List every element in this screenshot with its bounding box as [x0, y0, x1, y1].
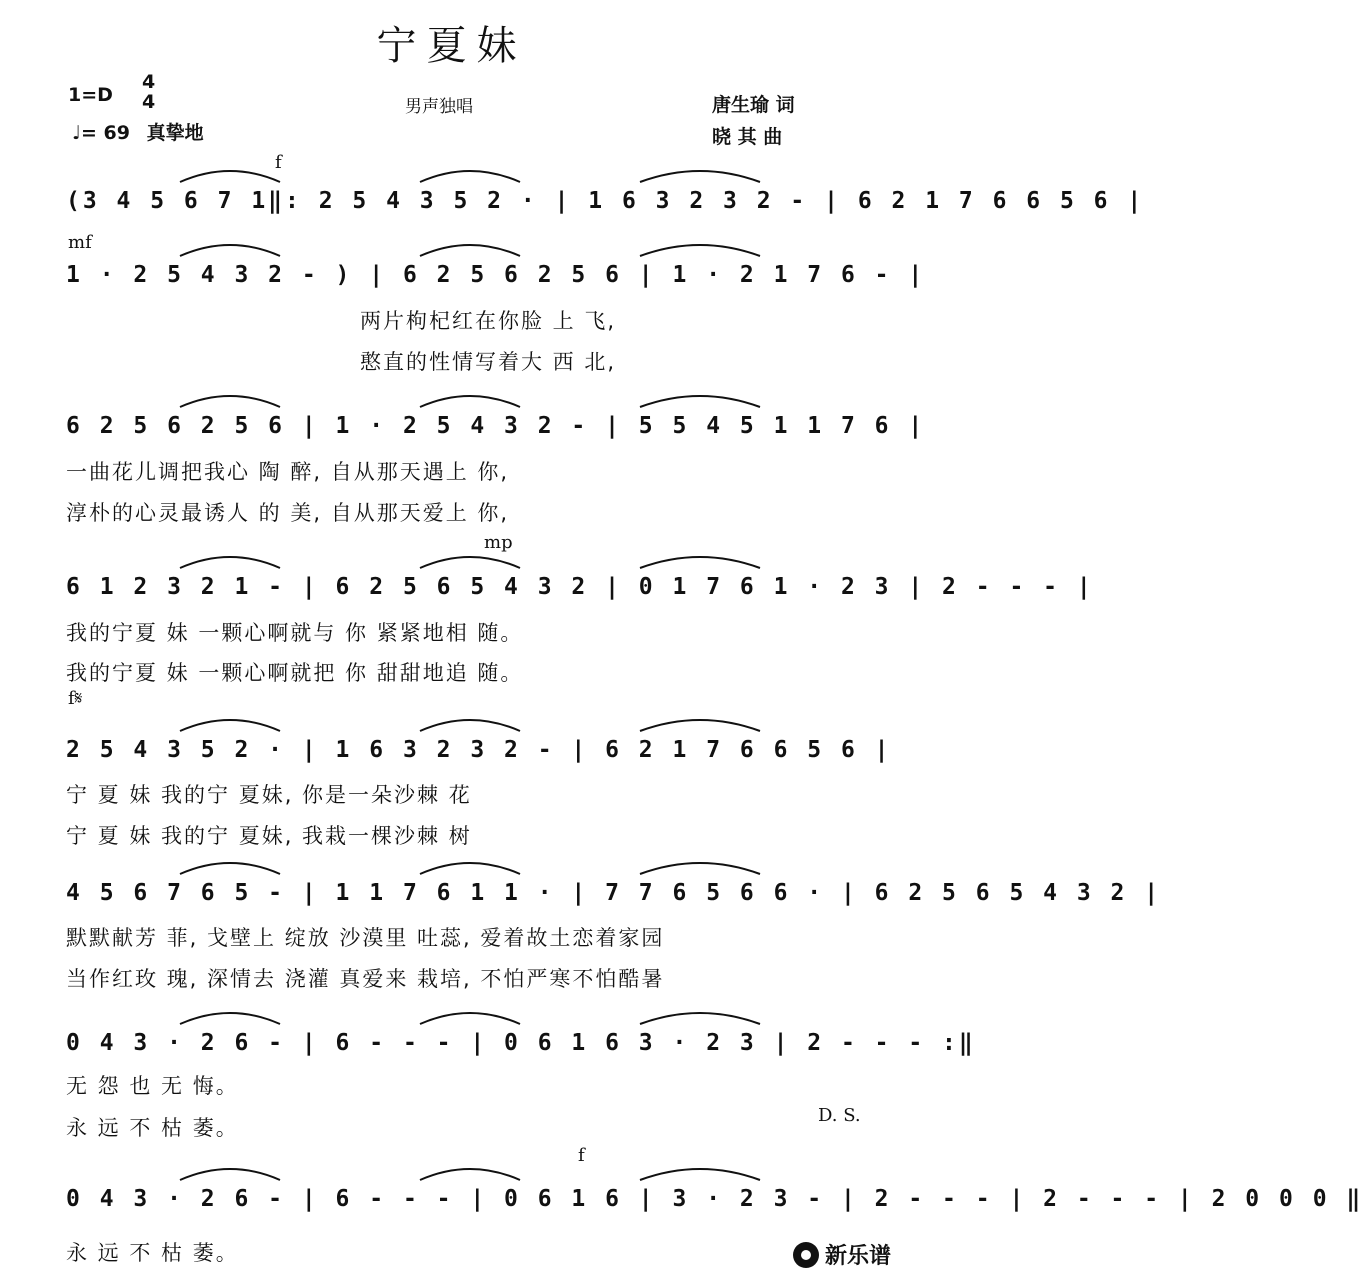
- lyricist-credit: 唐生瑜 词: [712, 94, 795, 116]
- time-sig-top: 4: [142, 71, 156, 93]
- lyric-line: 当作红玫 瑰, 深情去 浇灌 真爱来 栽培, 不怕严寒不怕酷暑: [66, 967, 665, 991]
- lyric-line: 永 远 不 枯 萎。: [66, 1116, 239, 1140]
- note-line: 2 5 4 3 5 2 · | 1 6 3 2 3 2 - | 6 2 1 7 6 6 5 6 |: [66, 737, 892, 763]
- lyric-line: 两片枸杞红在你脸 上 飞,: [360, 309, 617, 333]
- composer-credit: 晓 其 曲: [712, 126, 783, 148]
- lyric-line: 宁 夏 妹 我的宁 夏妹, 你是一朵沙棘 花: [66, 783, 472, 807]
- note-line: (3 4 5 6 7 1‖: 2 5 4 3 5 2 · | 1 6 3 2 3 2 - | 6 2 1 7 6 6 5 6 |: [66, 188, 1145, 214]
- slur-arc: [180, 1169, 280, 1180]
- dynamic-mark: f: [578, 1145, 585, 1166]
- dynamic-mark: f: [275, 152, 282, 173]
- lyric-line: 无 怨 也 无 悔。: [66, 1074, 239, 1098]
- lyric-line: 永 远 不 枯 萎。: [66, 1241, 239, 1265]
- time-sig-bottom: 4: [142, 91, 156, 113]
- watermark-text: 新乐谱: [824, 1244, 891, 1269]
- slur-arc: [420, 1169, 520, 1180]
- watermark-logo: [793, 1239, 891, 1270]
- tempo-value: ♩= 69: [72, 122, 130, 144]
- ds-mark: D. S.: [818, 1105, 861, 1126]
- lyric-line: 一曲花儿调把我心 陶 醉, 自从那天遇上 你,: [66, 460, 510, 484]
- lyric-line: 淳朴的心灵最诱人 的 美, 自从那天爱上 你,: [66, 501, 510, 525]
- note-line: 4 5 6 7 6 5 - | 1 1 7 6 1 1 · | 7 7 6 5 6 6 · | 6 2 5 6 5 4 3 2 |: [66, 880, 1162, 906]
- performance-note: 男声独唱: [405, 97, 473, 117]
- lyric-line: 我的宁夏 妹 一颗心啊就把 你 甜甜地追 随。: [66, 661, 524, 685]
- dynamic-mark: mf: [68, 232, 92, 253]
- lyric-line: 憨直的性情写着大 西 北,: [360, 350, 617, 374]
- note-line: 0 4 3 · 2 6 - | 6 - - - | 0 6 1 6 | 3 · 2 3 - | 2 - - - | 2 - - - | 2 0 0 0 ‖: [66, 1186, 1363, 1212]
- song-title: 宁夏妹: [376, 23, 527, 69]
- lyric-line: 宁 夏 妹 我的宁 夏妹, 我栽一棵沙棘 树: [66, 824, 472, 848]
- note-line: 6 2 5 6 2 5 6 | 1 · 2 5 4 3 2 - | 5 5 4 5 1 1 7 6 |: [66, 413, 926, 439]
- note-line: 1 · 2 5 4 3 2 - ) | 6 2 5 6 2 5 6 | 1 · 2 1 7 6 - |: [66, 262, 926, 288]
- tempo-mark: 真挚地: [146, 122, 204, 144]
- record-icon: [793, 1242, 819, 1268]
- lyric-line: 我的宁夏 妹 一颗心啊就与 你 紧紧地相 随。: [66, 621, 524, 645]
- lyric-line: 默默献芳 菲, 戈壁上 绽放 沙漠里 吐蕊, 爱着故土恋着家园: [66, 926, 665, 950]
- key-text: 1=D: [68, 84, 113, 106]
- dynamic-mark: f𝄋: [68, 688, 83, 709]
- dynamic-mark: mp: [484, 532, 513, 553]
- slur-arc: [640, 1169, 760, 1180]
- note-line: 0 4 3 · 2 6 - | 6 - - - | 0 6 1 6 3 · 2 3 | 2 - - - :‖: [66, 1030, 976, 1056]
- note-line: 6 1 2 3 2 1 - | 6 2 5 6 5 4 3 2 | 0 1 7 6 1 · 2 3 | 2 - - - |: [66, 574, 1094, 600]
